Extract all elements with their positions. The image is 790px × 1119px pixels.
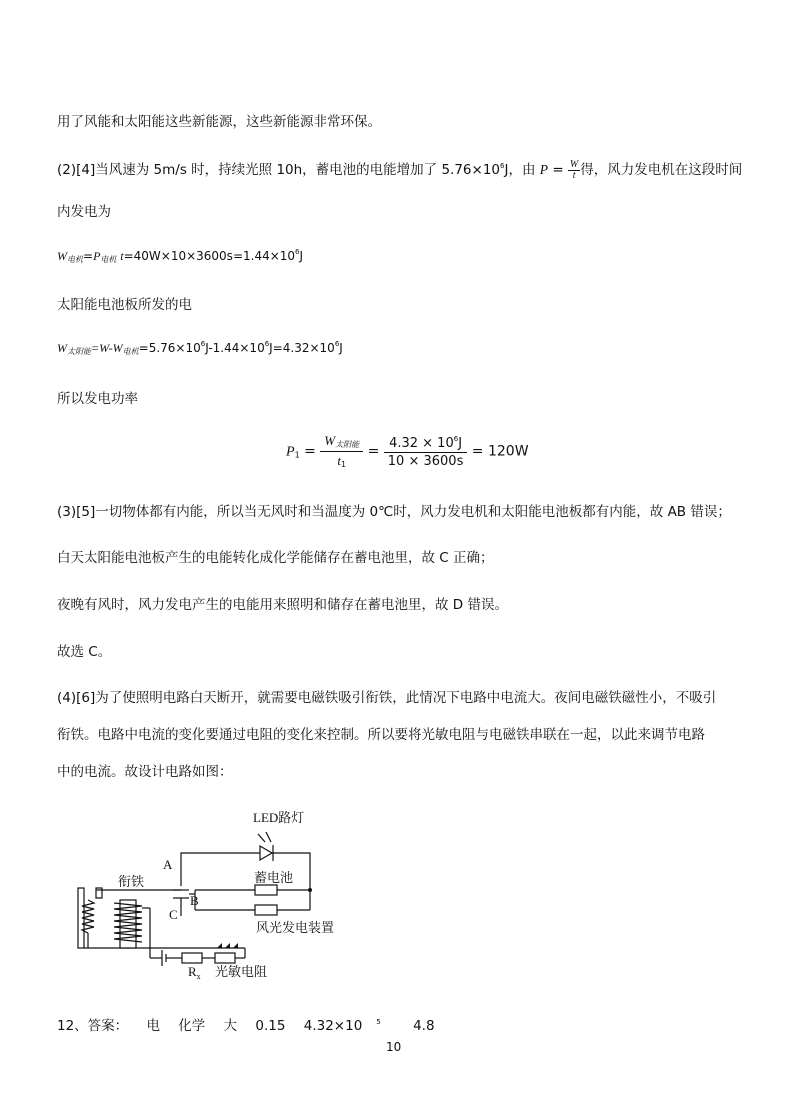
text-line-5: 太阳能电池板所发的电 (57, 297, 192, 313)
power-equation: $P_1$ = $\frac{W_{太阳能}}{t_1}$ = $\frac{4.32 \times 10^6J}{10 \times 3600s}$ = 120W (286, 433, 529, 469)
text-line-1: 用了风能和太阳能这些新能源，这些新能源非常环保。 (57, 114, 381, 130)
armature-label: 衔铁 (118, 874, 145, 889)
text-line-8: (3)[5]一切物体都有内能，所以当无风时和当温度为 0℃时，风力发电机和太阳能电池板都有内能，故 AB 错误； (57, 504, 731, 520)
circuit-diagram (70, 808, 360, 983)
text-line-14: 中的电流。故设计电路如图： (57, 764, 233, 780)
text-line-13: 衔铁。电路中电流的变化要通过电阻的变化来控制。所以要将光敏电阻与电磁铁串联在一起，以此来调节电路 (57, 727, 705, 743)
text-line-3: 内发电为 (57, 204, 111, 220)
photoresistor-label: 光敏电阻 (215, 964, 268, 979)
generator-label: 风光发电装置 (256, 920, 335, 935)
formula-w-motor: $W_{电机}=P_{电机}$ $t=40W\times 10\times 3600s=1.44\times 10^6J$ (57, 248, 304, 264)
text-line-11: 故选 C。 (57, 644, 112, 660)
label-b: B (190, 893, 199, 908)
text-line-12: (4)[6]为了使照明电路白天断开，就需要电磁铁吸引衔铁，此情况下电路中电流大。夜间电磁铁磁性小，不吸引 (57, 690, 717, 706)
text-line-7: 所以发电功率 (57, 391, 138, 407)
text-line-10: 夜晚有风时，风力发电产生的电能用来照明和储存在蓄电池里，故 D 错误。 (57, 597, 508, 613)
led-label: LED路灯 (253, 810, 305, 825)
text-line-2: (2)[4]当风速为 5m/s 时，持续光照 10h，蓄电池的电能增加了 $5.76\times 10^6J$，由 P = $\frac{W}{t}$ 得，风力发电机在这段时间 (57, 158, 743, 181)
answer-line: 12、答案： 电 化学 大 0.15 4.32×10 $^5$ 4.8 (57, 1018, 435, 1034)
label-c: C (169, 907, 178, 922)
rx-label: $R_x$ (188, 964, 201, 981)
battery-label: 蓄电池 (254, 870, 294, 885)
label-a: A (163, 857, 173, 872)
page-number: 10 (386, 1040, 402, 1054)
text-line-9: 白天太阳能电池板产生的电能转化成化学能储存在蓄电池里，故 C 正确； (57, 550, 494, 566)
formula-w-solar: $W_{太阳能}=W-W_{电机}=5.76\times 10^6J-1.44\times 10^6J=4.32\times 10^6J$ (57, 340, 343, 356)
